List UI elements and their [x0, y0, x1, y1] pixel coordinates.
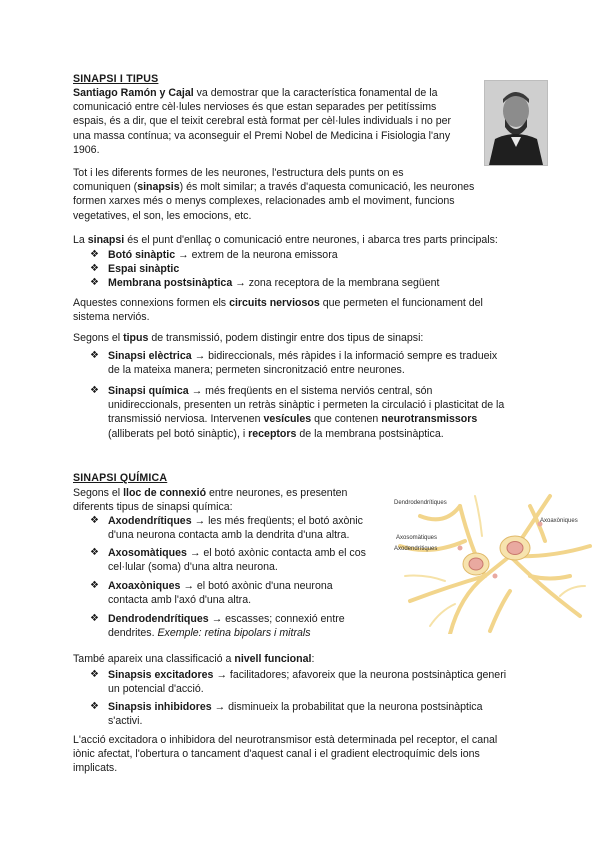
keyword-lloc: lloc de connexió [123, 487, 207, 499]
intro-line: comunicació entre cèl·lules nervioses és que estan separades per petitíssims [73, 101, 437, 114]
figure-label-axoaxoniques: Axoaxòniques [540, 518, 578, 524]
list-item-bold: Dendrodendrítiques [108, 613, 209, 625]
diamond-bullet-icon: ❖ [90, 547, 99, 558]
diamond-bullet-icon: ❖ [90, 277, 99, 288]
text-span: Segons el [73, 332, 124, 344]
figure-label-dendrodendritiques: Dendrodendrítiques [394, 500, 447, 506]
text-line [108, 700, 538, 714]
intro-paragraph [73, 86, 483, 157]
paragraph-accio [73, 733, 543, 776]
list-item-text: → bidireccionals, més ràpides i la informació sempre es tradueix [191, 350, 498, 362]
text-span: de transmissió, podem distingir entre dos tipus de sinapsi: [148, 332, 424, 344]
text-line [73, 486, 383, 500]
synapse-types-figure [390, 486, 595, 634]
diamond-bullet-icon: ❖ [90, 350, 99, 361]
text-span: de la membrana postsinàptica. [296, 427, 444, 440]
list-item-bold: Sinapsi química [108, 385, 189, 397]
text-span: Aquestes connexions formen els [73, 297, 230, 309]
list-item-text: → facilitadores; afavoreix que la neurona postsinàptica generi [213, 669, 507, 681]
text-line [108, 612, 393, 626]
list-item-axoaxoniques [108, 579, 393, 607]
intro-line: 1906. [73, 143, 100, 156]
text-span: entre neurones, es presenten [206, 487, 348, 499]
text-line: de la mateixa manera; permeten sincronització entre neurones. [108, 364, 405, 377]
list-item-bold: Botó sinàptic [108, 249, 176, 261]
list-item-dendrodendritiques [108, 612, 393, 640]
paragraph-forms [73, 166, 533, 223]
example-text: Exemple: retina bipolars i mitrals [157, 627, 311, 640]
text-span: que permeten el funcionament del [319, 297, 483, 309]
text-line [108, 626, 393, 640]
list-item-axosomatiques [108, 546, 393, 574]
text-line: formen xarxes més o menys complexes, relacionades amb el moviment, funcions [73, 195, 455, 208]
list-item-text: → el botó axònic d'una neurona [180, 580, 333, 592]
text-span: comuniquen ( [73, 181, 138, 194]
list-item-axodendritiques [108, 514, 393, 542]
list-item-boto [108, 248, 338, 262]
text-span: La [73, 234, 88, 246]
text-span: transmissió nerviosa. Intervenen [108, 413, 264, 426]
text-line: L'acció excitadora o inhibidora del neurotransmisor està determinada pel receptor, el canal [73, 734, 498, 746]
paragraph-lloc-connexio [73, 486, 383, 514]
text-line: s'activi. [108, 715, 143, 728]
text-span: També apareix una classificació a [73, 653, 235, 665]
text-line [108, 668, 538, 682]
keyword-circuits: circuits nerviosos [229, 297, 320, 309]
text-line [108, 514, 393, 528]
list-item-inhibidores [108, 700, 538, 728]
diamond-bullet-icon: ❖ [90, 263, 99, 274]
keyword-vesicules: vesícules [263, 413, 312, 426]
diamond-bullet-icon: ❖ [90, 515, 99, 526]
list-item-bold: Sinapsis inhibidores [108, 701, 212, 713]
text-line: implicats. [73, 762, 118, 775]
keyword-sinapsi: sinapsi [87, 234, 125, 246]
text-line: cel·lular (soma) d'una altra neurona. [108, 561, 278, 574]
list-item-bold: Axoaxòniques [108, 580, 181, 592]
intro-text: va demostrar que la característica fonamental de la [193, 87, 438, 99]
diamond-bullet-icon: ❖ [90, 669, 99, 680]
text-line: sistema nerviós. [73, 311, 150, 324]
text-line [108, 579, 393, 593]
text-span: : [311, 653, 315, 665]
text-line [73, 296, 543, 310]
list-item-excitadores [108, 668, 538, 696]
list-item-quimica [108, 384, 538, 441]
cajal-name: Santiago Ramón y Cajal [73, 87, 194, 99]
list-item-text: → escasses; connexió entre [208, 613, 345, 625]
text-span: (alliberats pel botó sinàptic), i [108, 427, 249, 440]
text-line: d'una neurona contacta amb la dendrita d'una altra. [108, 529, 350, 542]
text-line: iònic afectat, l'obertura o tancament d'aquest canal i el gradient electroquímic dels ions [73, 748, 480, 761]
figure-label-axosomatiques: Axosomàtiques [396, 535, 438, 541]
keyword-sinapsis: sinapsis [137, 181, 180, 194]
diamond-bullet-icon: ❖ [90, 701, 99, 712]
text-span: és el punt d'enllaç o comunicació entre neurones, i abarca tres parts principals: [124, 234, 498, 246]
paragraph-circuits [73, 296, 543, 324]
text-line: diferents tipus de sinapsi química: [73, 501, 233, 514]
keyword-tipus: tipus [123, 332, 149, 344]
intro-line: espais, és a dir, que el teixit cerebral està format per cèl·lules individuals i no per [73, 115, 452, 128]
cajal-portrait [484, 80, 548, 166]
list-item-bold: Sinapsis excitadores [108, 669, 214, 681]
text-span: Segons el [73, 487, 124, 499]
section-title-sinapsi-tipus: SINAPSI I TIPUS [73, 73, 159, 85]
list-item-bold: Sinapsi elèctrica [108, 350, 192, 362]
text-line [108, 384, 538, 398]
text-line [108, 427, 538, 441]
text-line [108, 349, 528, 363]
keyword-receptors: receptors [248, 427, 297, 440]
diamond-bullet-icon: ❖ [90, 385, 99, 396]
text-line [108, 546, 393, 560]
text-span: que contenen [311, 413, 382, 426]
text-span: dendrites. [108, 627, 158, 640]
text-span: ) és molt similar; a través d'aquesta comunicació, les neurones [179, 181, 475, 194]
intro-line: una massa contínua; va aconseguir el Premi Nobel de Medicina i Fisiologia l'any [73, 129, 451, 142]
diamond-bullet-icon: ❖ [90, 580, 99, 591]
paragraph-sinapsi-def [73, 233, 543, 247]
text-line: Tot i les diferents formes de les neurones, l'estructura dels punts on es [73, 167, 404, 179]
paragraph-nivell-funcional [73, 652, 543, 666]
list-item-bold: Membrana postsinàptica [108, 277, 233, 289]
text-line: unidireccionals, presenten un retràs sinàptic i permeten la circulació i plasticitat de la [108, 399, 505, 412]
list-item-bold: Axodendrítiques [108, 515, 192, 527]
list-item-bold: Espai sinàptic [108, 263, 180, 275]
text-line [73, 180, 533, 194]
figure-label-axodendritiques: Axodendrítiques [394, 546, 438, 552]
list-item-espai [108, 262, 179, 276]
paragraph-tipus [73, 331, 543, 345]
keyword-nivell: nivell funcional [234, 653, 312, 665]
keyword-neurotransmissors: neurotransmissors [381, 413, 478, 426]
list-item-text: → zona receptora de la membrana següent [232, 277, 440, 289]
diamond-bullet-icon: ❖ [90, 613, 99, 624]
text-line: contacta amb l'axó d'una altra. [108, 594, 252, 607]
list-item-electrica [108, 349, 528, 377]
diamond-bullet-icon: ❖ [90, 249, 99, 260]
list-item-membrana [108, 276, 440, 290]
list-item-text: → disminueix la probabilitat que la neurona postsinàptica [211, 701, 483, 713]
list-item-text: → el botó axònic contacta amb el cos [186, 547, 366, 559]
text-line: vegetatives, el son, les emocions, etc. [73, 209, 252, 222]
text-line: un potencial d'acció. [108, 683, 204, 696]
section-title-sinapsi-quimica: SINAPSI QUÍMICA [73, 472, 168, 484]
list-item-text: → més freqüents en el sistema nerviós central, són [188, 385, 433, 397]
list-item-text: → les més freqüents; el botó axònic [191, 515, 363, 527]
list-item-bold: Axosomàtiques [108, 547, 187, 559]
text-line [108, 412, 538, 426]
list-item-text: → extrem de la neurona emissora [175, 249, 338, 261]
